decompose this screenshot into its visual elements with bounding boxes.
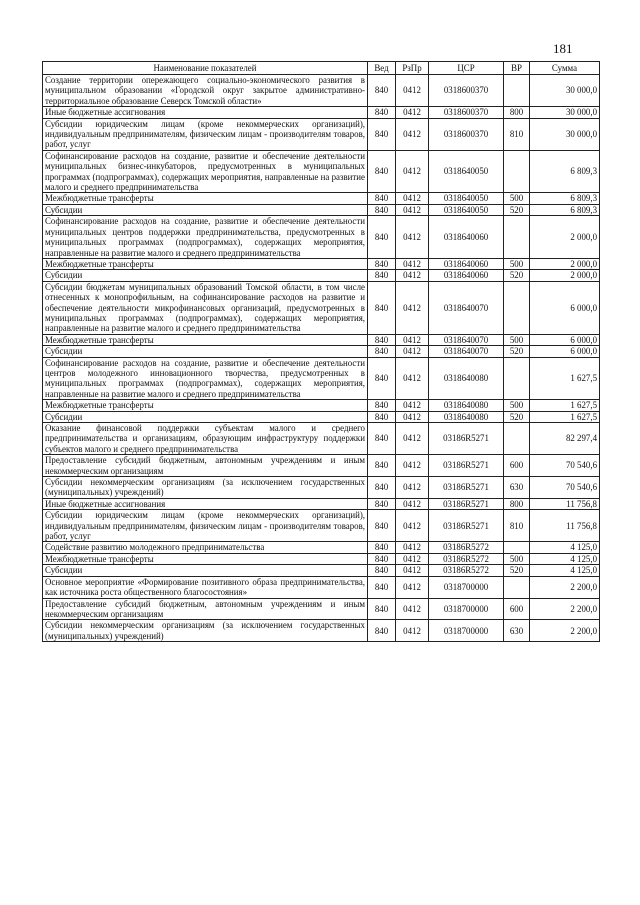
cell-name: Межбюджетные трансферты xyxy=(43,400,368,411)
cell-name: Субсидии юридическим лицам (кроме некоммерческих организаций), индивидуальным предпринимателям, физическим лицам - производителям товаров, работ, услуг xyxy=(43,118,368,150)
header-rzpr: РзПр xyxy=(396,62,429,75)
cell-vr xyxy=(504,216,530,259)
cell-name: Софинансирование расходов на создание, развитие и обеспечение деятельности муниципальных бизнес-инкубаторов, предусмотренных в муниципальных программах (подпрограммах), содержащих мероприятия, направленные на развитие малого и среднего предпринимательства xyxy=(43,150,368,193)
table-row xyxy=(43,411,600,422)
cell-name: Содействие развитию молодежного предпринимательства xyxy=(43,542,368,553)
cell-sum: 2 200,0 xyxy=(530,576,600,598)
cell-vr: 520 xyxy=(504,411,530,422)
cell-sum: 1 627,5 xyxy=(530,400,600,411)
cell-ved: 840 xyxy=(368,281,396,334)
cell-ved: 840 xyxy=(368,411,396,422)
cell-csr: 0318700000 xyxy=(429,598,504,620)
cell-rzpr: 0412 xyxy=(396,270,429,281)
cell-rzpr: 0412 xyxy=(396,477,429,499)
cell-rzpr: 0412 xyxy=(396,150,429,193)
cell-vr xyxy=(504,75,530,107)
cell-name: Субсидии xyxy=(43,411,368,422)
cell-rzpr: 0412 xyxy=(396,258,429,269)
cell-vr: 630 xyxy=(504,477,530,499)
cell-vr xyxy=(504,357,530,400)
cell-ved: 840 xyxy=(368,565,396,576)
cell-name: Софинансирование расходов на создание, развитие и обеспечение деятельности муниципальных центров поддержки предпринимательства, предусмотренных в муниципальных программах (подпрограммах), содержащих мероприятия, направленные на развитие малого и среднего предпринимательства xyxy=(43,216,368,259)
table-row xyxy=(43,510,600,542)
cell-name: Субсидии некоммерческим организациям (за исключением государственных (муниципальных) учреждений) xyxy=(43,620,368,642)
cell-rzpr: 0412 xyxy=(396,400,429,411)
table-row xyxy=(43,281,600,334)
cell-sum: 4 125,0 xyxy=(530,565,600,576)
cell-rzpr: 0412 xyxy=(396,334,429,345)
cell-csr: 0318600370 xyxy=(429,75,504,107)
table-row xyxy=(43,620,600,642)
cell-vr: 500 xyxy=(504,400,530,411)
cell-vr xyxy=(504,423,530,455)
table-row xyxy=(43,455,600,477)
cell-ved: 840 xyxy=(368,216,396,259)
cell-sum: 2 000,0 xyxy=(530,216,600,259)
cell-name: Межбюджетные трансферты xyxy=(43,553,368,564)
cell-vr: 500 xyxy=(504,553,530,564)
cell-rzpr: 0412 xyxy=(396,510,429,542)
cell-ved: 840 xyxy=(368,598,396,620)
cell-ved: 840 xyxy=(368,270,396,281)
cell-csr: 0318640070 xyxy=(429,281,504,334)
cell-ved: 840 xyxy=(368,498,396,509)
cell-ved: 840 xyxy=(368,204,396,215)
cell-sum: 6 809,3 xyxy=(530,150,600,193)
cell-csr: 0318700000 xyxy=(429,576,504,598)
cell-name: Предоставление субсидий бюджетным, автономным учреждениям и иным некоммерческим организациям xyxy=(43,598,368,620)
cell-csr: 03186R5271 xyxy=(429,510,504,542)
cell-sum: 30 000,0 xyxy=(530,75,600,107)
cell-ved: 840 xyxy=(368,423,396,455)
cell-vr: 600 xyxy=(504,455,530,477)
table-row xyxy=(43,107,600,118)
cell-ved: 840 xyxy=(368,357,396,400)
header-ved: Вед xyxy=(368,62,396,75)
cell-sum: 82 297,4 xyxy=(530,423,600,455)
cell-vr: 800 xyxy=(504,498,530,509)
cell-sum: 6 000,0 xyxy=(530,334,600,345)
cell-rzpr: 0412 xyxy=(396,542,429,553)
header-csr: ЦСР xyxy=(429,62,504,75)
cell-rzpr: 0412 xyxy=(396,411,429,422)
cell-name: Субсидии бюджетам муниципальных образований Томской области, в том числе отнесенных к монопрофильным, на софинансирование расходов на развитие и обеспечение деятельности микрофинансовых организаций, предусмотренных в муниципальных программах (подпрограммах), содержащих мероприятия, направленные на развитие малого и среднего предпринимательства xyxy=(43,281,368,334)
cell-name: Субсидии xyxy=(43,204,368,215)
cell-ved: 840 xyxy=(368,346,396,357)
cell-rzpr: 0412 xyxy=(396,455,429,477)
cell-name: Иные бюджетные ассигнования xyxy=(43,498,368,509)
cell-csr: 0318640070 xyxy=(429,346,504,357)
cell-ved: 840 xyxy=(368,118,396,150)
cell-name: Софинансирование расходов на создание, развитие и обеспечение деятельности центров молодежного инновационного творчества, предусмотренных в муниципальных программах (подпрограммах), содержащих мероприятия, направленные на развитие малого и среднего предпринимательства xyxy=(43,357,368,400)
cell-csr: 03186R5272 xyxy=(429,553,504,564)
cell-csr: 0318640080 xyxy=(429,357,504,400)
cell-rzpr: 0412 xyxy=(396,107,429,118)
cell-sum: 1 627,5 xyxy=(530,357,600,400)
cell-name: Иные бюджетные ассигнования xyxy=(43,107,368,118)
cell-name: Межбюджетные трансферты xyxy=(43,334,368,345)
page-number: 181 xyxy=(553,41,573,56)
table-row xyxy=(43,477,600,499)
table-row xyxy=(43,334,600,345)
cell-rzpr: 0412 xyxy=(396,553,429,564)
table-row xyxy=(43,542,600,553)
cell-csr: 0318640060 xyxy=(429,258,504,269)
table-row xyxy=(43,118,600,150)
cell-csr: 03186R5272 xyxy=(429,542,504,553)
cell-sum: 4 125,0 xyxy=(530,542,600,553)
cell-rzpr: 0412 xyxy=(396,498,429,509)
cell-name: Субсидии некоммерческим организациям (за исключением государственных (муниципальных) учреждений) xyxy=(43,477,368,499)
cell-csr: 0318640080 xyxy=(429,400,504,411)
cell-csr: 03186R5272 xyxy=(429,565,504,576)
cell-vr: 520 xyxy=(504,565,530,576)
cell-sum: 6 000,0 xyxy=(530,346,600,357)
cell-name: Основное мероприятие «Формирование позитивного образа предпринимательства, как источника роста общественного благосостояния» xyxy=(43,576,368,598)
cell-csr: 0318700000 xyxy=(429,620,504,642)
cell-name: Субсидии xyxy=(43,270,368,281)
cell-rzpr: 0412 xyxy=(396,565,429,576)
cell-vr: 520 xyxy=(504,346,530,357)
cell-name: Субсидии юридическим лицам (кроме некоммерческих организаций), индивидуальным предпринимателям, физическим лицам - производителям товаров, работ, услуг xyxy=(43,510,368,542)
cell-name: Оказание финансовой поддержки субъектам малого и среднего предпринимательства и организациям, образующим инфраструктуру поддержки субъектов малого и среднего предпринимательства xyxy=(43,423,368,455)
cell-sum: 2 200,0 xyxy=(530,598,600,620)
cell-vr xyxy=(504,281,530,334)
cell-name: Субсидии xyxy=(43,565,368,576)
table-row xyxy=(43,75,600,107)
cell-csr: 03186R5271 xyxy=(429,455,504,477)
table-row xyxy=(43,576,600,598)
cell-name: Предоставление субсидий бюджетным, автономным учреждениям и иным некоммерческим организациям xyxy=(43,455,368,477)
cell-vr xyxy=(504,576,530,598)
cell-sum: 30 000,0 xyxy=(530,107,600,118)
cell-csr: 0318640070 xyxy=(429,334,504,345)
table-row xyxy=(43,565,600,576)
cell-rzpr: 0412 xyxy=(396,357,429,400)
header-sum: Сумма xyxy=(530,62,600,75)
header-name: Наименование показателей xyxy=(43,62,368,75)
cell-csr: 0318600370 xyxy=(429,107,504,118)
cell-vr: 520 xyxy=(504,204,530,215)
cell-ved: 840 xyxy=(368,193,396,204)
cell-ved: 840 xyxy=(368,620,396,642)
cell-name: Межбюджетные трансферты xyxy=(43,258,368,269)
cell-vr: 630 xyxy=(504,620,530,642)
cell-sum: 6 809,3 xyxy=(530,204,600,215)
cell-csr: 03186R5271 xyxy=(429,477,504,499)
cell-ved: 840 xyxy=(368,150,396,193)
cell-ved: 840 xyxy=(368,107,396,118)
table-row xyxy=(43,400,600,411)
table-row xyxy=(43,357,600,400)
cell-sum: 70 540,6 xyxy=(530,455,600,477)
cell-ved: 840 xyxy=(368,75,396,107)
cell-csr: 0318640060 xyxy=(429,270,504,281)
table-row xyxy=(43,553,600,564)
cell-rzpr: 0412 xyxy=(396,620,429,642)
cell-rzpr: 0412 xyxy=(396,193,429,204)
cell-csr: 0318640050 xyxy=(429,150,504,193)
cell-rzpr: 0412 xyxy=(396,281,429,334)
cell-csr: 0318640050 xyxy=(429,204,504,215)
cell-sum: 2 000,0 xyxy=(530,270,600,281)
table-body xyxy=(43,75,600,642)
cell-vr: 500 xyxy=(504,334,530,345)
cell-vr: 800 xyxy=(504,107,530,118)
cell-ved: 840 xyxy=(368,477,396,499)
cell-csr: 03186R5271 xyxy=(429,423,504,455)
cell-ved: 840 xyxy=(368,510,396,542)
cell-sum: 70 540,6 xyxy=(530,477,600,499)
table-row xyxy=(43,216,600,259)
cell-vr: 600 xyxy=(504,598,530,620)
table-row xyxy=(43,193,600,204)
cell-sum: 2 200,0 xyxy=(530,620,600,642)
table-row xyxy=(43,204,600,215)
cell-csr: 03186R5271 xyxy=(429,498,504,509)
cell-rzpr: 0412 xyxy=(396,423,429,455)
cell-csr: 0318640060 xyxy=(429,216,504,259)
cell-rzpr: 0412 xyxy=(396,216,429,259)
cell-sum: 6 000,0 xyxy=(530,281,600,334)
cell-rzpr: 0412 xyxy=(396,598,429,620)
cell-csr: 0318640080 xyxy=(429,411,504,422)
cell-vr: 520 xyxy=(504,270,530,281)
table-row xyxy=(43,346,600,357)
cell-sum: 1 627,5 xyxy=(530,411,600,422)
cell-ved: 840 xyxy=(368,576,396,598)
cell-csr: 0318600370 xyxy=(429,118,504,150)
table-row xyxy=(43,270,600,281)
cell-rzpr: 0412 xyxy=(396,118,429,150)
table-row xyxy=(43,150,600,193)
cell-name: Субсидии xyxy=(43,346,368,357)
cell-sum: 6 809,3 xyxy=(530,193,600,204)
cell-ved: 840 xyxy=(368,400,396,411)
table-row xyxy=(43,423,600,455)
header-vr: ВР xyxy=(504,62,530,75)
cell-vr: 500 xyxy=(504,193,530,204)
cell-ved: 840 xyxy=(368,542,396,553)
cell-name: Межбюджетные трансферты xyxy=(43,193,368,204)
table-row xyxy=(43,498,600,509)
cell-name: Создание территории опережающего социально-экономического развития в муниципальном образовании «Городской округ закрытое административно-территориальное образование Северск Томской области» xyxy=(43,75,368,107)
cell-rzpr: 0412 xyxy=(396,346,429,357)
cell-sum: 4 125,0 xyxy=(530,553,600,564)
cell-vr xyxy=(504,150,530,193)
cell-rzpr: 0412 xyxy=(396,204,429,215)
cell-csr: 0318640050 xyxy=(429,193,504,204)
cell-sum: 11 756,8 xyxy=(530,510,600,542)
cell-vr: 810 xyxy=(504,510,530,542)
cell-sum: 30 000,0 xyxy=(530,118,600,150)
table-header-row xyxy=(43,62,600,75)
cell-sum: 2 000,0 xyxy=(530,258,600,269)
cell-rzpr: 0412 xyxy=(396,576,429,598)
cell-ved: 840 xyxy=(368,258,396,269)
budget-table xyxy=(42,61,600,642)
cell-ved: 840 xyxy=(368,455,396,477)
cell-vr xyxy=(504,542,530,553)
cell-ved: 840 xyxy=(368,553,396,564)
table-row xyxy=(43,258,600,269)
cell-rzpr: 0412 xyxy=(396,75,429,107)
table-row xyxy=(43,598,600,620)
cell-ved: 840 xyxy=(368,334,396,345)
cell-vr: 810 xyxy=(504,118,530,150)
cell-vr: 500 xyxy=(504,258,530,269)
cell-sum: 11 756,8 xyxy=(530,498,600,509)
